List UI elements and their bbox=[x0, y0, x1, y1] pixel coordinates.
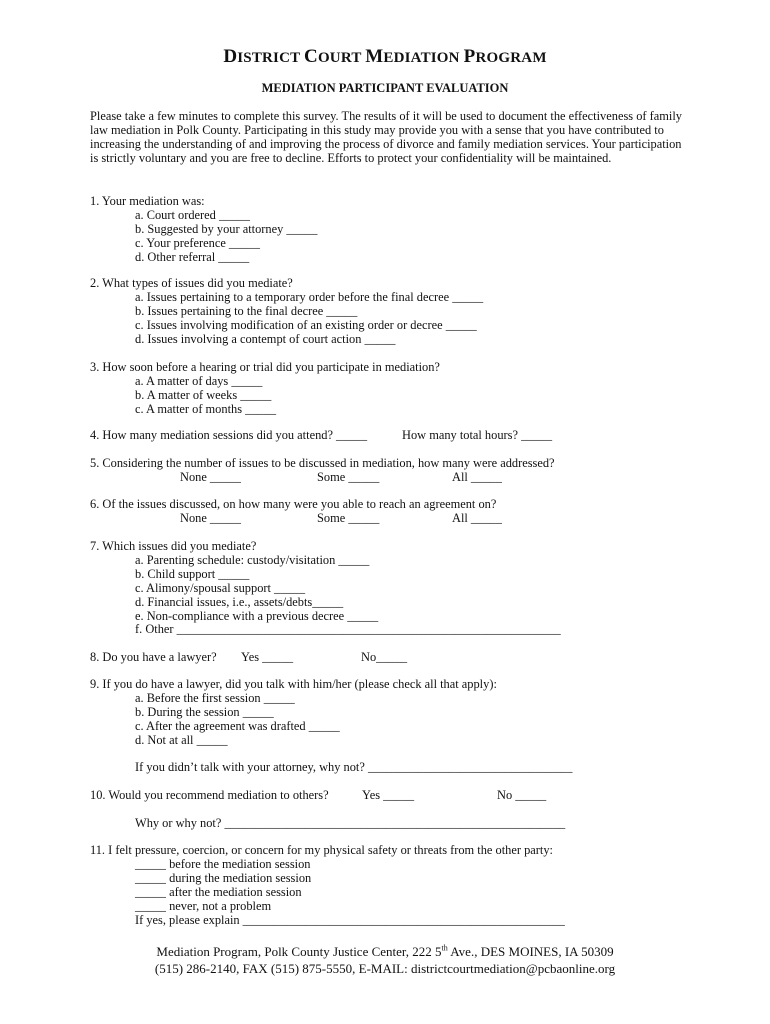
question-4-hours[interactable]: How many total hours? _____ bbox=[402, 428, 553, 442]
question-7-option-d[interactable]: d. Financial issues, i.e., assets/debts_____ bbox=[135, 594, 344, 609]
question-10-no[interactable]: No _____ bbox=[497, 788, 547, 802]
footer-address bbox=[0, 943, 770, 960]
question-5-all[interactable]: All _____ bbox=[452, 469, 502, 484]
title-rest-3: EDIATION bbox=[383, 50, 464, 66]
question-6-all[interactable]: All _____ bbox=[452, 510, 502, 525]
question-2-option-a[interactable]: a. Issues pertaining to a temporary order before the final decree _____ bbox=[135, 289, 484, 304]
question-10-followup[interactable]: Why or why not? _______________________________________________________ bbox=[135, 815, 566, 830]
intro-paragraph: Please take a few minutes to complete this survey. The results of it will be used to document the effectiveness of family law mediation in Polk County. Participating in this study may provide you with a sense that you have contributed to increasing the understanding of and improving the process of divorce and family mediation services. Your participation is strictly voluntary and you are free to decline. Efforts to protect your confidentiality will be maintained. bbox=[90, 109, 682, 165]
question-11-option-after[interactable]: _____ after the mediation session bbox=[135, 884, 302, 899]
footer-contact: (515) 286-2140, FAX (515) 875-5550, E-MAIL: districtcourtmediation@pcbaonline.org bbox=[154, 961, 616, 976]
title-cap-4: P bbox=[463, 46, 476, 67]
title-rest-4: ROGRAM bbox=[475, 50, 547, 66]
question-6-none[interactable]: None _____ bbox=[180, 510, 241, 525]
question-7-option-e[interactable]: e. Non-compliance with a previous decree _____ bbox=[135, 608, 379, 623]
question-9-followup[interactable]: If you didn’t talk with your attorney, why not? _________________________________ bbox=[135, 760, 573, 775]
question-1-option-d[interactable]: d. Other referral _____ bbox=[135, 249, 250, 264]
question-3 bbox=[90, 361, 710, 417]
title-rest-1: ISTRICT bbox=[237, 50, 305, 66]
question-11-option-during[interactable]: _____ during the mediation session bbox=[135, 870, 312, 885]
question-7-option-c[interactable]: c. Alimony/spousal support _____ bbox=[135, 580, 306, 595]
question-1 bbox=[90, 195, 710, 265]
question-11-option-before[interactable]: _____ before the mediation session bbox=[135, 856, 311, 871]
question-4-text[interactable]: 4. How many mediation sessions did you attend? _____ bbox=[90, 428, 368, 442]
question-8-text: 8. Do you have a lawyer? bbox=[90, 650, 217, 664]
question-7-option-a[interactable]: a. Parenting schedule: custody/visitation _____ bbox=[135, 552, 370, 567]
question-2 bbox=[90, 277, 710, 347]
question-7-text: 7. Which issues did you mediate? bbox=[90, 539, 257, 553]
question-6-some[interactable]: Some _____ bbox=[317, 510, 380, 525]
question-1-text: 1. Your mediation was: bbox=[90, 194, 205, 208]
footer-address-sup: th bbox=[441, 943, 448, 953]
question-2-option-b[interactable]: b. Issues pertaining to the final decree _____ bbox=[135, 303, 358, 318]
question-6-text: 6. Of the issues discussed, on how many were you able to reach an agreement on? bbox=[90, 497, 497, 511]
footer-address-end: Ave., DES MOINES, IA 50309 bbox=[447, 944, 614, 959]
question-1-option-a[interactable]: a. Court ordered _____ bbox=[135, 207, 250, 222]
question-11-explain[interactable]: If yes, please explain ____________________________________________________ bbox=[135, 912, 565, 927]
page-title bbox=[0, 46, 770, 67]
question-10-yes[interactable]: Yes _____ bbox=[362, 788, 415, 802]
question-3-option-c[interactable]: c. A matter of months _____ bbox=[135, 401, 277, 416]
question-10-text: 10. Would you recommend mediation to others? bbox=[90, 788, 329, 802]
question-9-option-d[interactable]: d. Not at all _____ bbox=[135, 732, 228, 747]
question-5-text: 5. Considering the number of issues to be discussed in mediation, how many were addressed? bbox=[90, 456, 555, 470]
question-6 bbox=[90, 498, 710, 526]
question-1-option-b[interactable]: b. Suggested by your attorney _____ bbox=[135, 221, 318, 236]
question-2-option-d[interactable]: d. Issues involving a contempt of court action _____ bbox=[135, 331, 396, 346]
question-2-text: 2. What types of issues did you mediate? bbox=[90, 276, 293, 290]
title-cap-3: M bbox=[365, 46, 384, 67]
question-2-option-c[interactable]: c. Issues involving modification of an existing order or decree _____ bbox=[135, 317, 477, 332]
question-7-option-b[interactable]: b. Child support _____ bbox=[135, 566, 250, 581]
question-8-yes[interactable]: Yes _____ bbox=[241, 650, 294, 664]
question-8-no[interactable]: No_____ bbox=[361, 650, 408, 664]
question-5-some[interactable]: Some _____ bbox=[317, 469, 380, 484]
question-11-option-never[interactable]: _____ never, not a problem bbox=[135, 898, 272, 913]
question-9 bbox=[90, 678, 710, 775]
footer-address-start: Mediation Program, Polk County Justice Center, 222 5 bbox=[156, 944, 442, 959]
title-rest-2: OURT bbox=[317, 50, 366, 66]
question-11 bbox=[90, 844, 710, 927]
question-7-option-f[interactable]: f. Other ______________________________________________________________ bbox=[135, 622, 561, 637]
question-3-option-b[interactable]: b. A matter of weeks _____ bbox=[135, 387, 272, 402]
question-8 bbox=[90, 651, 710, 665]
page-subtitle: MEDIATION PARTICIPANT EVALUATION bbox=[261, 81, 509, 95]
question-11-text: 11. I felt pressure, coercion, or concern for my physical safety or threats from the other party: bbox=[90, 843, 553, 857]
title-cap-2: C bbox=[304, 46, 318, 67]
question-10 bbox=[90, 789, 710, 831]
question-5-none[interactable]: None _____ bbox=[180, 469, 241, 484]
question-5 bbox=[90, 457, 710, 485]
question-9-option-c[interactable]: c. After the agreement was drafted _____ bbox=[135, 718, 340, 733]
question-9-text: 9. If you do have a lawyer, did you talk with him/her (please check all that apply): bbox=[90, 677, 497, 691]
question-9-option-a[interactable]: a. Before the first session _____ bbox=[135, 690, 295, 705]
question-3-text: 3. How soon before a hearing or trial did you participate in mediation? bbox=[90, 360, 440, 374]
question-1-option-c[interactable]: c. Your preference _____ bbox=[135, 235, 260, 250]
question-3-option-a[interactable]: a. A matter of days _____ bbox=[135, 373, 263, 388]
title-cap-1: D bbox=[223, 46, 238, 67]
page-footer bbox=[0, 943, 770, 977]
question-9-option-b[interactable]: b. During the session _____ bbox=[135, 704, 274, 719]
question-7 bbox=[90, 540, 710, 637]
question-4 bbox=[90, 429, 710, 443]
